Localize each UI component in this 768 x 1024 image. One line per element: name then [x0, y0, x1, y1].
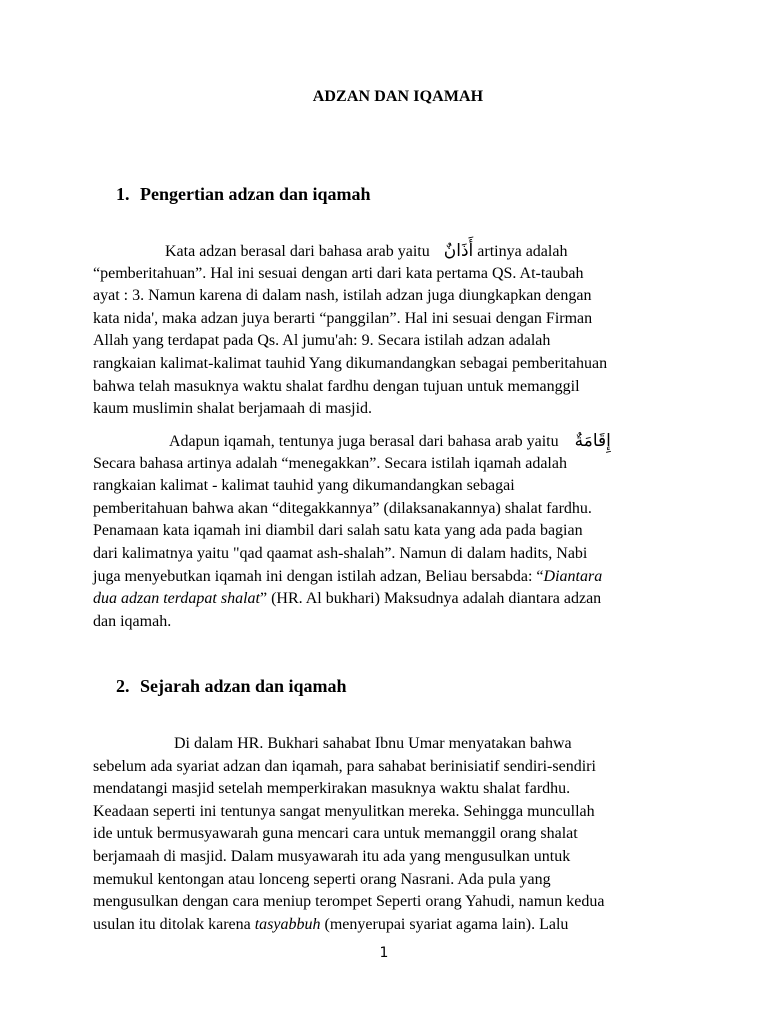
paragraph-line: Secara bahasa artinya adalah “menegakkan”. Secara istilah iqamah adalah	[93, 454, 567, 472]
arabic-word-adzan: أَذَانٌ	[443, 241, 474, 261]
document-title: ADZAN DAN IQAMAH	[312, 88, 484, 105]
line-text: Di dalam HR. Bukhari sahabat Ibnu Umar menyatakan bahwa	[174, 735, 572, 752]
section-1-number: 1.	[116, 184, 130, 204]
section-1-title: Pengertian adzan dan iqamah	[140, 184, 371, 204]
arabic-word-iqamah: إِقَامَةٌ	[574, 431, 611, 451]
line-text: usulan itu ditolak karena	[93, 915, 255, 933]
paragraph-line: ayat : 3. Namun karena di dalam nash, istilah adzan juga diungkapkan dengan	[93, 287, 592, 305]
paragraph-line: rangkaian kalimat-kalimat tauhid Yang dikumandangkan sebagai pemberitahuan	[93, 354, 608, 372]
paragraph-line	[93, 566, 693, 589]
section-2-heading	[116, 676, 347, 697]
paragraph-line	[93, 430, 693, 453]
paragraph-line: rangkaian kalimat - kalimat tauhid yang dikumandangkan sebagai	[93, 477, 515, 495]
page-number: 1	[379, 945, 389, 961]
paragraph-line: memukul kentongan atau lonceng seperti orang Nasrani. Ada pula yang	[93, 870, 551, 888]
paragraph-line	[93, 240, 693, 263]
line-text: juga menyebutkan iqamah ini dengan istilah adzan, Beliau bersabda: “	[93, 567, 544, 585]
paragraph-line: bahwa telah masuknya waktu shalat fardhu dengan tujuan untuk memanggil	[93, 377, 580, 395]
paragraph-line: Penamaan kata iqamah ini diambil dari salah satu kata yang ada pada bagian	[93, 522, 583, 540]
paragraph-line: pemberitahuan bahwa akan “ditegakkannya” (dilaksanakannya) shalat fardhu.	[93, 499, 592, 517]
paragraph-line: kaum muslimin shalat berjamaah di masjid.	[93, 400, 373, 418]
paragraph-line: kata nida', maka adzan juya berarti “panggilan”. Hal ini sesuai dengan Firman	[93, 309, 593, 327]
line-text: Adapun iqamah, tentunya juga berasal dari bahasa arab yaitu	[169, 433, 559, 450]
paragraph-line	[93, 914, 693, 937]
paragraph-line: Allah yang terdapat pada Qs. Al jumu'ah: 9. Secara istilah adzan adalah	[93, 332, 551, 350]
section-1-heading	[116, 184, 371, 205]
section-2-paragraph-1	[93, 733, 693, 936]
section-1-paragraph-1	[93, 240, 693, 421]
paragraph-line: ide untuk bermusyawarah guna mencari cara untuk memanggil orang shalat	[93, 825, 578, 843]
paragraph-line: sebelum ada syariat adzan dan iqamah, para sahabat berinisiatif sendiri-sendiri	[93, 757, 596, 775]
section-2-title: Sejarah adzan dan iqamah	[140, 676, 347, 696]
line-text: (menyerupai syariat agama lain). Lalu	[320, 915, 569, 933]
line-text: artinya adalah	[477, 243, 568, 260]
line-text: ” (HR. Al bukhari) Maksudnya adalah diantara adzan	[259, 590, 602, 608]
paragraph-line: dan iqamah.	[93, 612, 172, 630]
italic-text: Diantara	[543, 567, 603, 585]
italic-text: tasyabbuh	[254, 915, 321, 933]
paragraph-line: mengusulkan dengan cara meniup terompet Seperti orang Yahudi, namun kedua	[93, 893, 605, 911]
paragraph-line	[93, 588, 693, 611]
paragraph-line: mendatangi masjid setelah memperkirakan masuknya waktu shalat fardhu.	[93, 780, 571, 798]
section-1-paragraph-2	[93, 430, 693, 633]
line-text: Kata adzan berasal dari bahasa arab yaitu	[165, 243, 430, 260]
section-2-number: 2.	[116, 676, 130, 696]
italic-text: dua adzan terdapat shalat	[93, 590, 260, 608]
paragraph-line: Keadaan seperti ini tentunya sangat menyulitkan mereka. Sehingga muncullah	[93, 802, 595, 820]
paragraph-line: berjamaah di masjid. Dalam musyawarah itu ada yang mengusulkan untuk	[93, 847, 571, 865]
paragraph-line: dari kalimatnya yaitu "qad qaamat ash-shalah”. Namun di dalam hadits, Nabi	[93, 544, 588, 562]
paragraph-line: “pemberitahuan”. Hal ini sesuai dengan arti dari kata pertama QS. At-taubah	[93, 264, 584, 282]
paragraph-line	[93, 733, 693, 756]
